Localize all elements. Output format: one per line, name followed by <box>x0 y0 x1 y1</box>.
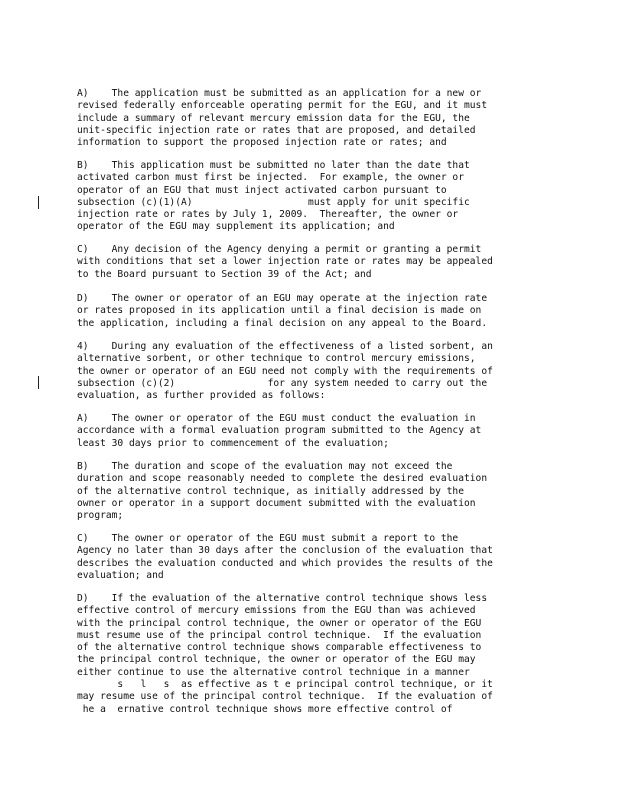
text-line: describes the evaluation conducted and which provides the results of the <box>77 557 493 569</box>
paragraph-4 <box>77 341 547 402</box>
text-line: to the Board pursuant to Section 39 of the Act; and <box>77 268 372 280</box>
text-line: must resume use of the principal control technique. If the evaluation <box>77 629 482 641</box>
text-line: program; <box>77 510 124 522</box>
text-line: Agency no later than 30 days after the conclusion of the evaluation that <box>77 545 493 557</box>
change-bar <box>38 376 39 389</box>
text-line: effective control of mercury emissions from the EGU than was achieved <box>77 605 476 617</box>
text-line: with the principal control technique, the owner or operator of the EGU <box>77 617 482 629</box>
paragraph-D1 <box>77 293 547 330</box>
text-line: with conditions that set a lower injection rate or rates may be appealed <box>77 256 493 268</box>
text-line: the principal control technique, the owner or operator of the EGU may <box>77 654 476 666</box>
text-line: subsection (c)(1)(A) must apply for unit specific <box>77 196 470 208</box>
text-line: injection rate or rates by July 1, 2009. Thereafter, the owner or <box>77 209 459 221</box>
text-line: s l s as effective as t e principal control technique, or it <box>77 679 493 691</box>
text-line: A) The application must be submitted as an application for a new or <box>77 88 482 99</box>
text-line: information to support the proposed injection rate or rates; and <box>77 137 447 149</box>
text-line: may resume use of the principal control technique. If the evaluation of <box>77 691 493 703</box>
text-line: D) The owner or operator of an EGU may operate at the injection rate <box>77 293 488 304</box>
text-line: or rates proposed in its application until a final decision is made on <box>77 305 482 317</box>
text-line: the owner or operator of an EGU need not comply with the requirements of <box>77 365 493 377</box>
text-line: C) Any decision of the Agency denying a permit or granting a permit <box>77 244 482 255</box>
paragraph-A1 <box>77 88 547 149</box>
text-line: D) If the evaluation of the alternative control technique shows less <box>77 593 488 604</box>
text-line: revised federally enforceable operating permit for the EGU, and it must <box>77 100 488 112</box>
text-line: he a ernative control technique shows more effective control of <box>77 703 453 715</box>
paragraph-C2 <box>77 533 547 582</box>
paragraph-B2 <box>77 461 547 522</box>
change-bar <box>38 196 39 209</box>
text-line: either continue to use the alternative control technique in a manner <box>77 666 470 678</box>
text-line: of the alternative control technique, as initially addressed by the <box>77 485 464 497</box>
text-line: B) This application must be submitted no later than the date that <box>77 160 470 171</box>
text-line: duration and scope reasonably needed to complete the desired evaluation <box>77 473 488 485</box>
text-line: least 30 days prior to commencement of the evaluation; <box>77 437 389 449</box>
text-line: evaluation; and <box>77 569 164 581</box>
text-line: B) The duration and scope of the evaluation may not exceed the <box>77 461 453 472</box>
text-line: activated carbon must first be injected. For example, the owner or <box>77 172 464 184</box>
paragraph-A2 <box>77 413 547 450</box>
text-line: evaluation, as further provided as follows: <box>77 390 326 402</box>
text-line: the application, including a final decision on any appeal to the Board. <box>77 317 488 329</box>
text-line: include a summary of relevant mercury emission data for the EGU, the <box>77 112 470 124</box>
text-line: owner or operator in a support document submitted with the evaluation <box>77 497 476 509</box>
text-line: alternative sorbent, or other technique to control mercury emissions, <box>77 353 476 365</box>
text-line: accordance with a formal evaluation program submitted to the Agency at <box>77 425 482 437</box>
text-line: operator of the EGU may supplement its application; and <box>77 221 395 233</box>
text-line: unit-specific injection rate or rates that are proposed, and detailed <box>77 124 476 136</box>
text-line: C) The owner or operator of the EGU must submit a report to the <box>77 533 459 544</box>
text-line: of the alternative control technique shows comparable effectiveness to <box>77 642 482 654</box>
paragraph-B1 <box>77 160 547 234</box>
text-line: operator of an EGU that must inject activated carbon pursuant to <box>77 184 447 196</box>
text-line: subsection (c)(2) for any system needed to carry out the <box>77 377 488 389</box>
paragraph-D2 <box>77 593 547 716</box>
text-line: A) The owner or operator of the EGU must conduct the evaluation in <box>77 413 476 424</box>
text-line: 4) During any evaluation of the effectiveness of a listed sorbent, an <box>77 341 493 352</box>
paragraph-C1 <box>77 244 547 281</box>
